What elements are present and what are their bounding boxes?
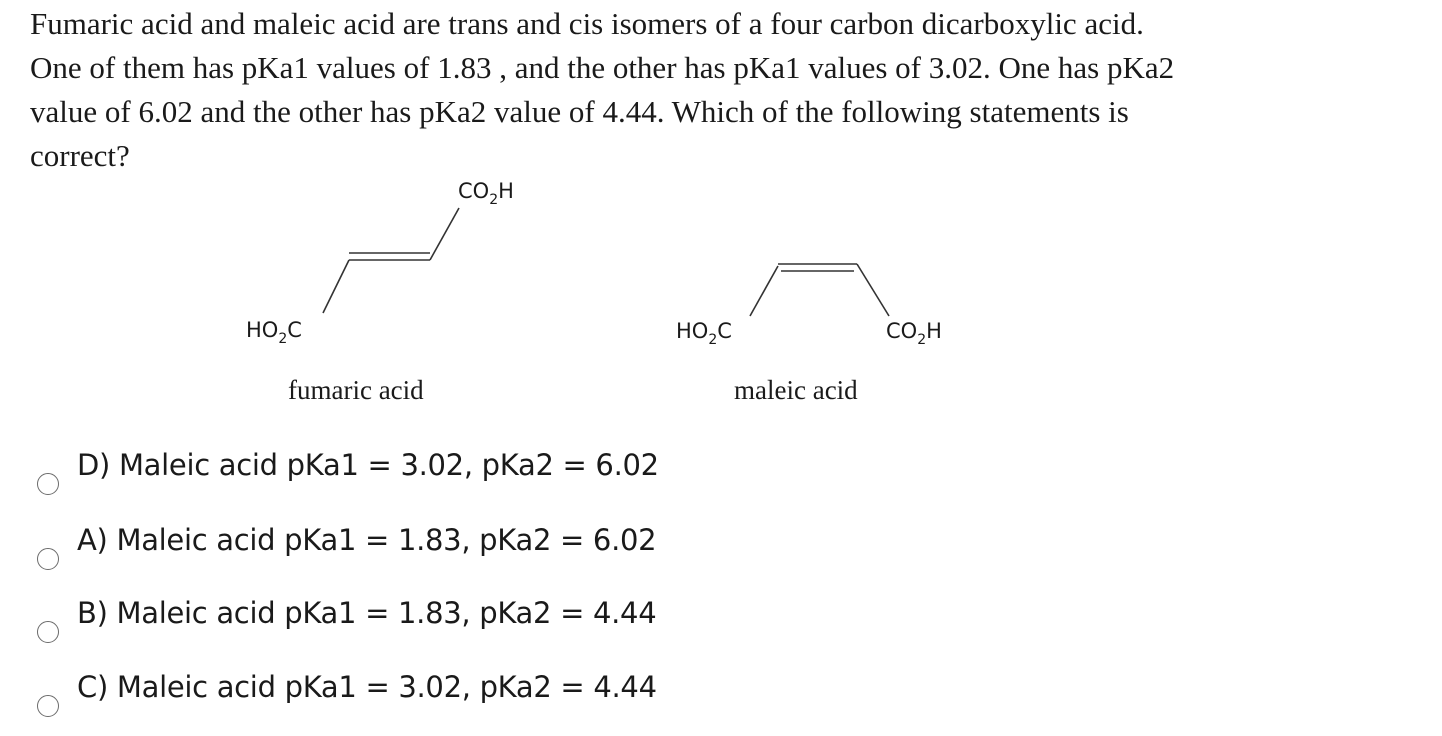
- maleic-acid-structure: [676, 264, 942, 405]
- maleic-bond-left: [750, 266, 778, 316]
- option-c-label[interactable]: C) Maleic acid pKa1 = 3.02, pKa2 = 4.44: [77, 670, 657, 704]
- radio-button-option-a[interactable]: [37, 548, 59, 570]
- question-line: One of them has pKa1 values of 1.83 , and the other has pKa1 values of 3.02. One has pKa2: [30, 50, 1175, 85]
- maleic-bond-right: [857, 264, 889, 316]
- fumaric-bond-left: [323, 260, 349, 313]
- option-a-label[interactable]: A) Maleic acid pKa1 = 1.83, pKa2 = 6.02: [77, 523, 657, 557]
- question-text: [30, 2, 1430, 178]
- option-b-label[interactable]: B) Maleic acid pKa1 = 1.83, pKa2 = 4.44: [77, 596, 657, 630]
- fumaric-bottom-carboxyl-label: $HO_2C$: [246, 318, 302, 347]
- question-line: correct?: [30, 138, 130, 173]
- fumaric-acid-structure: [246, 179, 514, 405]
- option-c[interactable]: [0, 662, 720, 722]
- question-line: value of 6.02 and the other has pKa2 value of 4.44. Which of the following statements is: [30, 94, 1129, 129]
- fumaric-bond-right: [430, 208, 459, 260]
- maleic-left-carboxyl-label: $HO_2C$: [676, 319, 732, 348]
- question-line: Fumaric acid and maleic acid are trans and cis isomers of a four carbon dicarboxylic acid.: [30, 6, 1144, 41]
- fumaric-top-carboxyl-label: $CO_2H$: [458, 179, 514, 208]
- radio-button-option-d[interactable]: [37, 473, 59, 495]
- fumaric-acid-caption: fumaric acid: [288, 375, 424, 405]
- option-d-label[interactable]: D) Maleic acid pKa1 = 3.02, pKa2 = 6.02: [77, 448, 659, 482]
- option-d[interactable]: [0, 440, 720, 500]
- option-a[interactable]: [0, 515, 720, 575]
- maleic-right-carboxyl-label: $CO_2H$: [886, 319, 942, 348]
- radio-button-option-b[interactable]: [37, 621, 59, 643]
- maleic-acid-caption: maleic acid: [734, 375, 858, 405]
- radio-button-option-c[interactable]: [37, 695, 59, 717]
- option-b[interactable]: [0, 588, 720, 648]
